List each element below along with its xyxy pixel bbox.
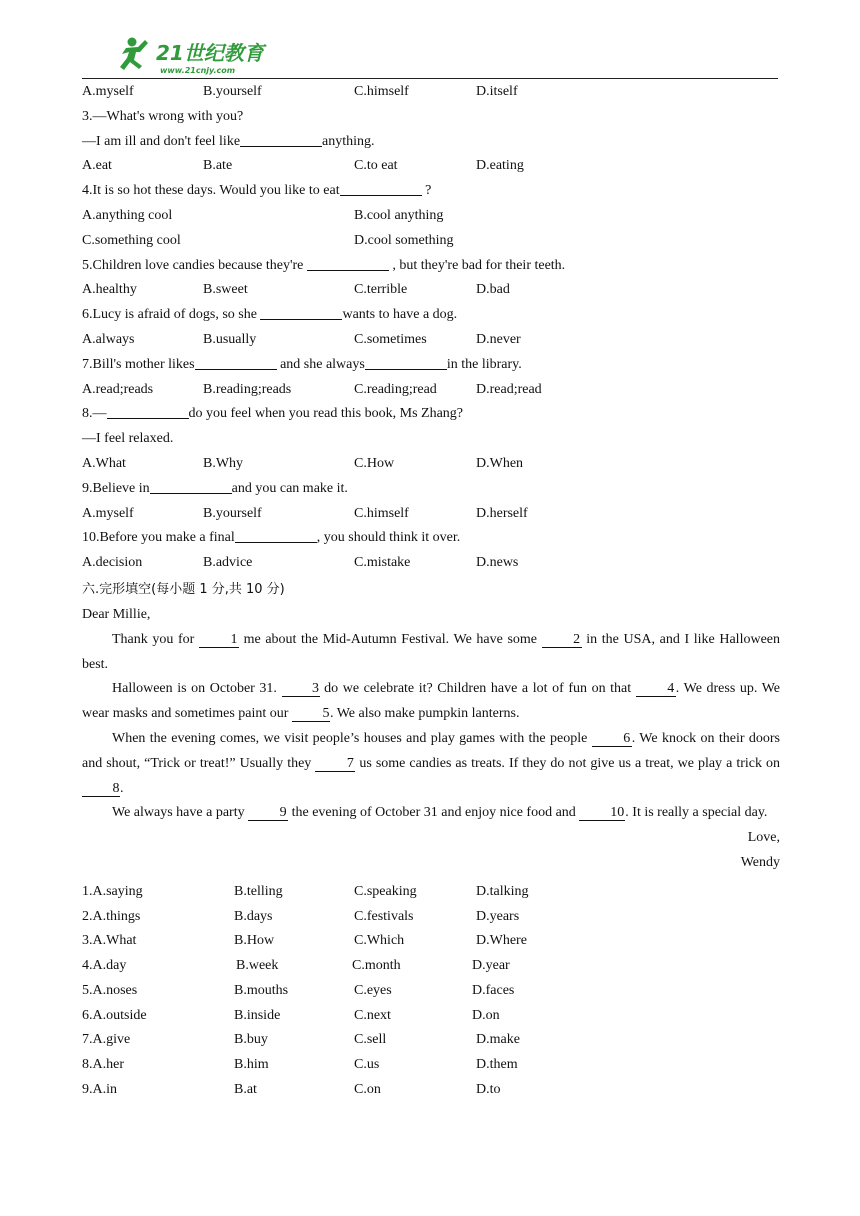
letter-signature: Wendy (740, 854, 780, 870)
cloze-1-option-d: D.talking (476, 883, 529, 899)
section-6-heading (82, 576, 780, 603)
q7-options (82, 378, 780, 403)
cloze-6-option-b: B.inside (234, 1007, 281, 1023)
q10-options (82, 551, 780, 576)
letter-text: . We dress up. We wear masks and sometimes paint our (82, 681, 781, 722)
q9-blank (150, 479, 232, 494)
cloze-6-option-d: D.on (472, 1007, 500, 1023)
q8-option-a: A.What (82, 455, 126, 471)
cloze-option-row-6 (82, 1004, 780, 1029)
q10-text-pre: 10.Before you make a final (82, 530, 235, 546)
cloze-2-option-d: D.years (476, 908, 520, 924)
cloze-1-option-a: 1.A.saying (82, 883, 143, 899)
q2-option-a: A.myself (82, 84, 134, 99)
q5-option-a: A.healthy (82, 282, 137, 298)
letter-text: me about the Mid-Autumn Festival. We have some (238, 631, 542, 647)
q6-blank (260, 305, 342, 320)
q8-option-c: C.How (354, 455, 395, 471)
cloze-option-row-4 (82, 954, 780, 979)
q7-option-b: B.reading;reads (203, 381, 292, 397)
logo-21cnjy (112, 34, 272, 76)
q6-option-b: B.usually (203, 331, 257, 347)
q4-stem (82, 179, 780, 204)
q10-blank (235, 528, 317, 543)
cloze-3-option-a: 3.A.What (82, 933, 137, 949)
cloze-9-option-c: C.on (354, 1082, 381, 1098)
cloze-8-option-c: C.us (354, 1057, 380, 1073)
q10-text-post: , you should think it over. (316, 530, 461, 546)
q7-stem (82, 353, 780, 378)
cloze-9-option-d: D.to (476, 1082, 501, 1098)
cloze-8-option-a: 8.A.her (82, 1057, 124, 1073)
cloze-4-option-c: C.month (352, 958, 401, 974)
cloze-option-row-8 (82, 1053, 780, 1078)
q7-text-pre: 7.Bill's mother likes (82, 356, 195, 372)
q8-options (82, 452, 780, 477)
cloze-7-option-c: C.sell (354, 1032, 387, 1048)
letter-text: . It is really a special day. (625, 805, 768, 821)
q10-option-d: D.news (476, 555, 519, 571)
header-divider (82, 78, 778, 79)
cloze-5-option-c: C.eyes (354, 982, 392, 998)
cloze-5-option-a: 5.A.noses (82, 982, 138, 998)
svg-text:www.21cnjy.com: www.21cnjy.com (160, 66, 236, 75)
q4-options-cd (82, 229, 780, 254)
q3-option-c: C.to eat (354, 158, 398, 174)
cloze-5-option-d: D.faces (472, 982, 515, 998)
cloze-3-option-b: B.How (234, 933, 275, 949)
q10-stem (82, 526, 780, 551)
letter-text: . We knock on their doors and shout, “Trick or treat!” Usually they (82, 730, 780, 771)
cloze-option-row-9 (82, 1078, 780, 1103)
cloze-blank-7: 7 (315, 757, 355, 772)
cloze-6-option-a: 6.A.outside (82, 1007, 147, 1023)
cloze-9-option-a: 9.A.in (82, 1082, 117, 1098)
q4-option-b: B.cool anything (354, 207, 444, 223)
q2-options (82, 80, 780, 105)
cloze-options-list (82, 880, 780, 1103)
cloze-3-option-c: C.Which (354, 933, 405, 949)
q4-text-post: ? (421, 183, 432, 199)
cloze-2-option-b: B.days (234, 908, 273, 924)
q6-option-d: D.never (476, 331, 521, 347)
q3-option-d: D.eating (476, 158, 524, 174)
q10-option-b: B.advice (203, 555, 253, 571)
cloze-blank-8: 8 (82, 782, 120, 797)
letter-text: . (120, 780, 124, 796)
section-6-title: 六.完形填空 (82, 581, 152, 597)
q7-option-a: A.read;reads (82, 381, 154, 397)
q9-option-d: D.herself (476, 505, 528, 521)
q8-text-pre: 8.— (82, 406, 107, 422)
q10-option-a: A.decision (82, 555, 143, 571)
letter-text: do we celebrate it? Children have a lot of fun on that (319, 681, 636, 697)
q9-option-c: C.himself (354, 505, 409, 521)
cloze-7-option-b: B.buy (234, 1032, 268, 1048)
svg-text:21世纪教育: 21世纪教育 (156, 41, 264, 65)
cloze-4-option-d: D.year (472, 958, 510, 974)
cloze-blank-1: 1 (199, 633, 239, 648)
letter-greeting: Dear Millie, (82, 606, 151, 622)
cloze-blank-3: 3 (282, 682, 320, 697)
cloze-5-option-b: B.mouths (234, 982, 289, 998)
q5-blank (307, 256, 389, 271)
q9-text-post: and you can make it. (231, 480, 348, 496)
q6-option-c: C.sometimes (354, 331, 427, 347)
q2-option-d: D.itself (476, 84, 518, 99)
letter-text: the evening of October 31 and enjoy nice food and (288, 805, 580, 821)
q4-text-pre: 4.It is so hot these days. Would you like to eat (82, 183, 340, 199)
q3-line2 (82, 130, 780, 155)
q9-option-a: A.myself (82, 505, 134, 521)
q8-option-d: D.When (476, 455, 524, 471)
q10-option-c: C.mistake (354, 555, 411, 571)
runner-icon (120, 38, 148, 71)
letter-text: We always have a party (112, 805, 249, 821)
q5-options (82, 278, 780, 303)
q4-option-a: A.anything cool (82, 207, 173, 223)
cloze-2-option-a: 2.A.things (82, 908, 141, 924)
q5-option-d: D.bad (476, 282, 510, 298)
cloze-8-option-d: D.them (476, 1057, 518, 1073)
q9-text-pre: 9.Believe in (82, 480, 150, 496)
cloze-blank-5: 5 (292, 707, 330, 722)
q7-blank-2 (365, 355, 447, 370)
cloze-8-option-b: B.him (234, 1057, 269, 1073)
q4-option-c: C.something cool (82, 232, 181, 248)
q7-option-d: D.read;read (476, 381, 542, 397)
cloze-option-row-1 (82, 880, 780, 905)
cloze-7-option-d: D.make (476, 1032, 520, 1048)
cloze-7-option-a: 7.A.give (82, 1032, 131, 1048)
q8-answer-line: —I feel relaxed. (82, 431, 174, 447)
q3-option-b: B.ate (203, 158, 233, 174)
letter-closing: Love, (747, 830, 780, 846)
cloze-blank-2: 2 (542, 633, 582, 648)
q5-text-pre: 5.Children love candies because they're (82, 257, 307, 273)
q7-option-c: C.reading;read (354, 381, 437, 397)
q4-options-ab (82, 204, 780, 229)
cloze-blank-10: 10 (579, 806, 625, 821)
q8-blank (107, 404, 189, 419)
q7-text-post: in the library. (446, 356, 522, 372)
q6-stem (82, 303, 780, 328)
cloze-option-row-5 (82, 979, 780, 1004)
q9-stem (82, 477, 780, 502)
q3-text-post: anything. (322, 133, 375, 149)
cloze-blank-9: 9 (248, 806, 288, 821)
section-6-subtitle: (每小题 1 分,共 10 分) (151, 581, 285, 597)
cloze-2-option-c: C.festivals (354, 908, 414, 924)
cloze-1-option-b: B.telling (234, 883, 283, 899)
q6-text-pre: 6.Lucy is afraid of dogs, so she (82, 307, 261, 323)
q7-text-mid: and she always (276, 356, 365, 372)
cloze-option-row-7 (82, 1028, 780, 1053)
cloze-blank-6: 6 (592, 732, 632, 747)
q3-options (82, 154, 780, 179)
page-header (82, 30, 778, 78)
cloze-9-option-b: B.at (234, 1082, 257, 1098)
q8-option-b: B.Why (203, 455, 244, 471)
q3-blank (240, 132, 322, 147)
letter-paragraph-4 (82, 801, 780, 826)
q3-stem: 3.—What's wrong with you? (82, 108, 244, 124)
q9-options (82, 502, 780, 527)
q8-stem (82, 402, 780, 427)
q9-option-b: B.yourself (203, 505, 262, 521)
cloze-blank-4: 4 (636, 682, 676, 697)
q2-option-c: C.himself (354, 84, 409, 99)
letter-text: . We also make pumpkin lanterns. (329, 706, 520, 722)
q5-text-post: , but they're bad for their teeth. (388, 257, 566, 273)
q3-text-pre: —I am ill and don't feel like (82, 133, 241, 149)
letter-text: Halloween is on October 31. (112, 681, 282, 697)
q5-option-c: C.terrible (354, 282, 408, 298)
q2-option-b: B.yourself (203, 84, 262, 99)
cloze-4-option-b: B.week (236, 958, 279, 974)
q4-blank (340, 181, 422, 196)
q5-option-b: B.sweet (203, 282, 248, 298)
letter-text: Thank you for (112, 631, 199, 647)
letter-paragraph-2 (82, 677, 780, 727)
cloze-option-row-3 (82, 929, 780, 954)
q6-text-post: wants to have a dog. (342, 307, 458, 323)
q6-options (82, 328, 780, 353)
letter-text: in the USA, and I like Halloween best. (82, 631, 781, 672)
cloze-option-row-2 (82, 905, 780, 930)
q3-option-a: A.eat (82, 158, 112, 174)
cloze-6-option-c: C.next (354, 1007, 391, 1023)
cloze-4-option-a: 4.A.day (82, 958, 127, 974)
q7-blank-1 (195, 355, 277, 370)
letter-paragraph-1 (82, 628, 780, 678)
cloze-1-option-c: C.speaking (354, 883, 417, 899)
q5-stem (82, 254, 780, 279)
letter-text: When the evening comes, we visit people’s houses and play games with the people (112, 730, 592, 746)
q6-option-a: A.always (82, 331, 135, 347)
cloze-3-option-d: D.Where (476, 933, 527, 949)
letter-paragraph-3 (82, 727, 780, 801)
exam-content (82, 80, 780, 1103)
letter-text: us some candies as treats. If they do not give us a treat, we play a trick on (355, 755, 781, 771)
q4-option-d: D.cool something (354, 232, 454, 248)
q8-text-post: do you feel when you read this book, Ms Zhang? (188, 406, 463, 422)
